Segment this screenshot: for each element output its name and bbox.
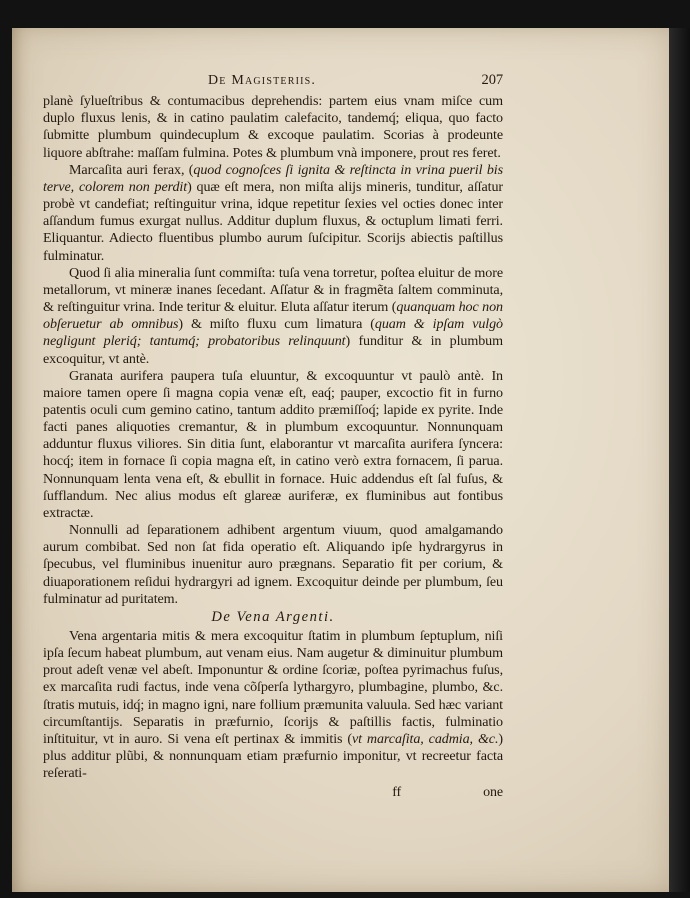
paragraph-3-italic-2: quam & ipſam vulgò negligunt pleriq́; tantumq́; probatoribus relinquunt — [43, 316, 504, 350]
paragraph-2-seg-3: ) quæ eſt mera, non miſta alijs mineris, tunditur, aſſatur probè vt candefiat; reſtinguitur vrina, idque repetitur ſexies vel octies donec inter aſſandum fumus exurgat nullus. Additur duplum fluxus, & octuplum limati ferri. Eliquantur. Adiecto fluentibus plumbo aurum ſuſcipitur. Scorijs abiectis paſtillus fulminatur. — [43, 178, 503, 264]
running-title: De Magisteriis. — [208, 73, 317, 88]
page-footer — [43, 784, 503, 801]
paragraph-3-seg-5: ) funditur & in plumbum excoquitur, vt antè. — [43, 333, 503, 367]
paragraph-3-italic-1: quanquam hoc non obſeruetur ab omnibus — [43, 299, 503, 333]
running-header — [43, 72, 503, 89]
section-heading: De Vena Argenti. — [211, 608, 335, 625]
paragraph-2-seg-1: Marcaſita auri ferax, ( — [69, 161, 194, 178]
paragraph-1: planè ſylueſtribus & contumacibus deprehendis: partem eius vnam miſce cum duplo fluxus lenis, & in catino paulatim calefacito, tandemq́; eliqua, quo facto ſubmitte plumbum quindecuplum & excoque paulatim. Scorias à prodeunte liquore abſtrahe: maſſam fulmina. Potes & plumbum vnà imponere, prout res feret. — [43, 93, 503, 161]
paragraph-3-seg-3: ) & miſto fluxu cum limatura ( — [178, 316, 375, 333]
book-page — [12, 28, 669, 892]
paragraph-6-italic: vt marcaſita, cadmia, &c. — [351, 730, 499, 747]
paragraph-3-seg-1: Quod ſi alia mineralia ſunt commiſta: tuſa vena torretur, poſtea eluitur de more metallorum, vt mineræ inanes ſecedant. Aſſatur & in fragmẽta ſaltem comminuta, & reſtinguitur vrina. Inde teritur & eluitur. Eluta aſſatur iterum ( — [43, 264, 503, 316]
paragraph-6-seg-1: Vena argentaria mitis & mera excoquitur ſtatim in plumbum ſeptuplum, niſi ipſa ſecum habeat plumbum, aut venam eius. Nam augetur & diminuitur plumbum prout adeſt venæ vel abeſt. Imponuntur & ordine ſcoriæ, poſtea pyrimachus fuſus, ex marcaſita rudi factus, inde vena cõſperſa lythargyro, plumbagine, plumbo, &c. ſtratis mutuis, idq́; in magno igni, nare follium præmunita valuula. Sed hæc variant circumſtantijs. Separatis in præfurnio, ſcorijs & paſtillis factis, fulminatio inſtituitur, vt in auro. Si vena eſt pertinax & immitis ( — [43, 628, 503, 747]
paragraph-3 — [43, 265, 503, 368]
paragraph-4: Granata aurifera paupera tuſa eluuntur, & excoquuntur vt paulò antè. In maiore tamen opere ſi magna copia venæ eſt, eaq́; pauper, excoctio fit in furno patentis oculi cum gemino catino, tantum addito præmiſſoq́; lapide ex pyrite. Inde facti panes aliquoties cremantur, & in plumbum excoquuntur. Nonnunquam adduntur fluxus viliores. Sin ditia ſunt, elaborantur vt marcaſita aurifera ſyncera: hocq́; item in fornace ſi copia magna eſt, in catino verò extra fornacem, ſi parua. Nonnunquam lenta vena eſt, & ebullit in fornace. Huic addendus eſt ſal fuſus, & ſufflandum. Nec alius modus eſt glareæ auriferæ, ex fluminibus aut fontibus extractæ. — [43, 367, 503, 521]
page-text — [43, 72, 503, 802]
paragraph-5: Nonnulli ad ſeparationem adhibent argentum viuum, quod amalgamando aurum combibat. Sed non ſat fida operatio eſt. Aliquando ipſe hydrargyrus in ſpecubus, vel fluminibus inuenitur auro prægnans. Separatio fit per corium, & diuaporationem reſidui hydrargyri ad ignem. Excoquitur deinde per plumbum, ſeu fulminatur ad puritatem. — [43, 522, 503, 607]
binding-shadow — [669, 28, 690, 892]
page-number: 207 — [481, 72, 503, 88]
paragraph-2-italic: quod cognoſces ſi ignita & reſtincta in vrina pueril bis terve, colorem non perdit — [43, 161, 503, 195]
paragraph-6 — [43, 628, 503, 782]
catchword: one — [483, 785, 503, 801]
signature-mark: ff — [392, 785, 402, 801]
paragraph-2 — [43, 162, 503, 265]
paragraph-6-seg-3: ) plus additur plũbi, & nonnunquam etiam præfurnio imponitur, vt recreetur facta reſerati- — [43, 730, 503, 782]
